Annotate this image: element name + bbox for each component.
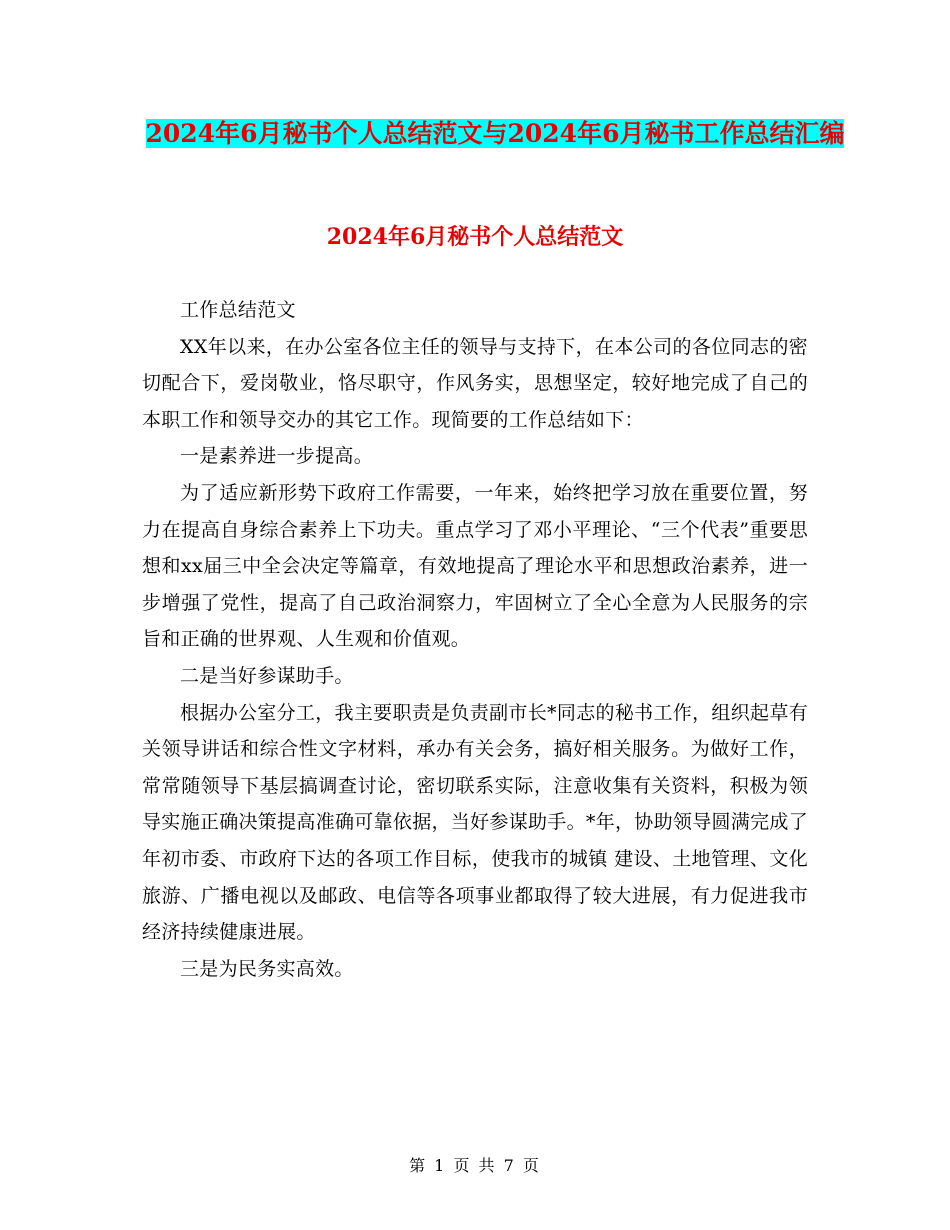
paragraph-point-2-body: 根据办公室分工，我主要职责是负责副市长*同志的秘书工作，组织起草有关领导讲话和综合性文字材料，承办有关会务，搞好相关服务。为做好工作，常常随领导下基层搞调查讨论，密切联系实际，注意收集有关资料，积极为领导实施正确决策提高准确可靠依据，当好参谋助手。*年，协助领导圆满完成了年初市委、市政府下达的各项工作目标，使我市的城镇 建设、土地管理、文化旅游、广播电视以及邮政、电信等各项事业都取得了较大进展，有力促进我市经济持续健康进展。: [142, 701, 809, 944]
page-footer: 第 1 页 共 7 页: [409, 1156, 541, 1175]
paragraph-point-1-heading: 一是素养进一步提高。: [180, 445, 374, 468]
document-title-text: 2024年6月秘书个人总结范文与2024年6月秘书工作总结汇编: [145, 119, 845, 148]
section-title: 2024年6月秘书个人总结范文: [326, 224, 624, 250]
paragraph-point-2-heading: 二是当好参谋助手。: [180, 664, 354, 687]
document-title: [140, 110, 850, 158]
paragraph-point-3-heading: 三是为民务实高效。: [180, 957, 354, 980]
document-body: [142, 292, 808, 987]
paragraph-intro: XX年以来，在办公室各位主任的领导与支持下，在本公司的各位同志的密切配合下，爱岗敬业，恪尽职守，作风务实，思想坚定，较好地完成了自己的本职工作和领导交办的其它工作。现简要的工作总结如下：: [142, 335, 808, 431]
paragraph-heading: 工作总结范文: [180, 299, 296, 321]
paragraph-point-1-body: 为了适应新形势下政府工作需要，一年来，始终把学习放在重要位置，努力在提高自身综合素养上下功夫。重点学习了邓小平理论、“三个代表”重要思想和xx届三中全会决定等篇章，有效地提高了理论水平和思想政治素养，进一步增强了党性，提高了自己政治洞察力，牢固树立了全心全意为人民服务的宗旨和正确的世界观、人生观和价值观。: [142, 481, 808, 651]
